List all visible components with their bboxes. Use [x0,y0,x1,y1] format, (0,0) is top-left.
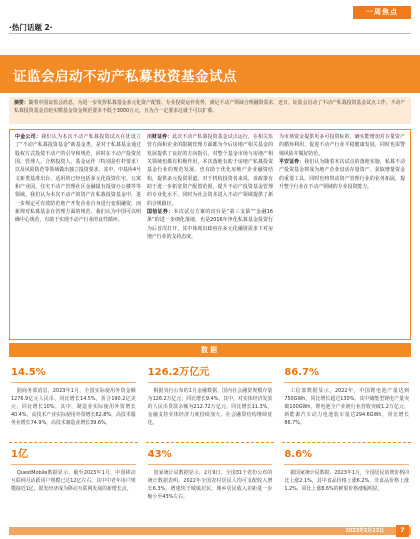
data-divider [148,382,273,383]
source-quote: 我们认为随着本次试点的落地实施，私募不动产投资基金将成为地产企业盘活存量资产、获取增量资金的重要工具，同时也将带动资产管理行业的业务拓展，提升整个行业在不动产领域的专业投资能力。 [279,159,405,191]
data-value: 1亿 [11,449,28,460]
data-description: 工信部数据显示，2022年，中国锂电池产量达到750GWh，同比增长超过130%。其中储能型锂电产量突破100GWh，锂电池全产业链行业营收突破1.2万亿元，新能源汽车动力电池装车量达294.6GWh，同比增长86.7%。 [284,388,409,426]
topic-divider [9,33,411,34]
data-divider [11,382,136,383]
source-label: 国信证券： [147,209,174,216]
data-cell [9,442,138,523]
source-quote: 此次不动产私募投资基金试点运行，在相关监管方面和企业的限制管理方面都为今后房地产相关基金的发展提供了良好的方向指引。对整个基金市场与房地产相关领域也都有积极作用，本次落地有助于房地产私募投资基金行业的规范发展，也有助于优化房地产企业融资结构，提供多元投资渠道。对于机构投资者来说，该政策有助于进一步拓宽资产配置范围，提升不动产投资基金管理的专业化水平，同时为社会资本进入不动产领域提供了新的合规路径。 [147,134,273,207]
data-value: 86.7% [284,367,320,378]
data-value: 14.5% [11,367,46,378]
article-column-3 [279,133,405,336]
summary-text: 随着中国证监会消息，为进一步发挥私募基金多元化资产配置、专业投资运作优势，满足不动产领域合理融资需求，近日，证监会启动了不动产私募投资基金试点工作。不动产私募投资基金首轮实缴基金资金规范要求不低于3000万元，且为合一定要求这就于可以扩募。 [14,100,406,114]
data-grid [9,361,411,523]
data-description: 据国家统计局数据，2023年1月，全国居民消费价格同比上涨2.1%，其中食品价格上涨6.2%，非食品价格上涨1.2%，同比上涨8.6%的鲜果价格涨幅明显。 [284,470,409,492]
source-label: 平安证券： [279,159,305,166]
data-cell [146,361,275,442]
source-quote: 本次试点方案的出台是“第三支箭”“金融16条”的进一步细化落地，也是2016年净化私募基金投资行为后首次打开，其中体现出政府在多元化融资需求下对房地产行业的支持态度。 [147,209,273,241]
data-section-title: 数据 [201,346,219,354]
data-divider [11,464,136,465]
source-label: 中金公司： [15,134,42,140]
page-number: 7 [396,525,409,537]
data-cell [9,361,138,442]
summary-box [9,97,411,124]
article-column-2 [147,133,273,336]
data-value: 43% [147,449,172,460]
data-description: QuestMobile数据显示，截至2023年1月，中国移动互联网月活跃用户规模已达12亿左右，其中中老年用户规模接近1亿，银发经济成为移动互联网发展的新增长点。 [11,470,136,492]
section-tag: 一周焦点 [353,6,411,19]
data-divider [284,464,409,465]
source-label: 川财证券： [147,134,173,140]
summary-label: 摘要： [14,100,29,106]
issue-date: 2023年2月23日 [345,528,384,534]
article-column-1 [15,133,141,336]
data-description: 根据央行公布的1月金融数据，国内社会融资规模存量为126.2万亿元，同比增长9.4%。其中，对实体经济发放的人民币贷款余额为212.72万亿元，同比增长11.3%，金融支持实体经济力度持续加大，社会融资结构继续优化。 [147,388,273,426]
source-quote: 我们认为本次不动产私募投资试点在优设立了“不动产私募投资基金”新基金类，是对于私募基金通过股权方式投资不动产的引导和规范，同时在不动产投资范围、管理人、合格投资人、基金运作（特别是杠杆要求）以及风险防范等领域做出独立投资要求，其中，中基协4号文新类基准出台，适用的已经包括多元化投资住宅、公寓和产业园、住宅不动产管理社区金融提有投资办公楼等等领域。我们认为本次不动产的资产在私募投资基金中，进一步规定可有效防范地产开发企业自身进行变相融资，而新规对私募基金在管理方面的规范，我们认为中国可以明确中心规范，有助于实现不动产行业的良性循环。 [15,134,141,224]
data-cell [282,442,411,523]
data-description: 据商务部消息，2023年1月，全国实际使用外资金额1276.9亿元人民币，同比增长14.5%，折合190.2亿美元，同比增长10%。其中，制造业实际使用外资增长40.4%，高技术产业实际使用外资增长62.8%，高技术服务业增长74.9%，高技术制造业增长39.6%。 [11,388,136,426]
data-divider [284,382,409,383]
topic-label: ·热门话题 2· [9,23,53,32]
data-value: 126.2万亿元 [147,367,210,378]
data-cell [146,442,275,523]
data-divider [148,464,273,465]
source-quote: 为市场资金提供更多可投资标的，确实能增加对存量资产的循环利用，促进不动产行业平稳健康发展，同时也需警惕风险并做好防范。 [279,134,405,157]
article-box [9,129,411,340]
data-value: 8.6% [284,449,313,460]
article-title: 证监会启动不动产私募投资基金试点 [13,69,237,85]
data-cell [282,361,411,442]
data-description: 国家统计局数据显示，2月9日，全国31个省份公布的统计数据表明，2022年全国农村居民人均可支配收入增长6.3%，增速快于城镇居民，城乡居民收入差距进一步缩小至43%左右。 [147,470,273,500]
